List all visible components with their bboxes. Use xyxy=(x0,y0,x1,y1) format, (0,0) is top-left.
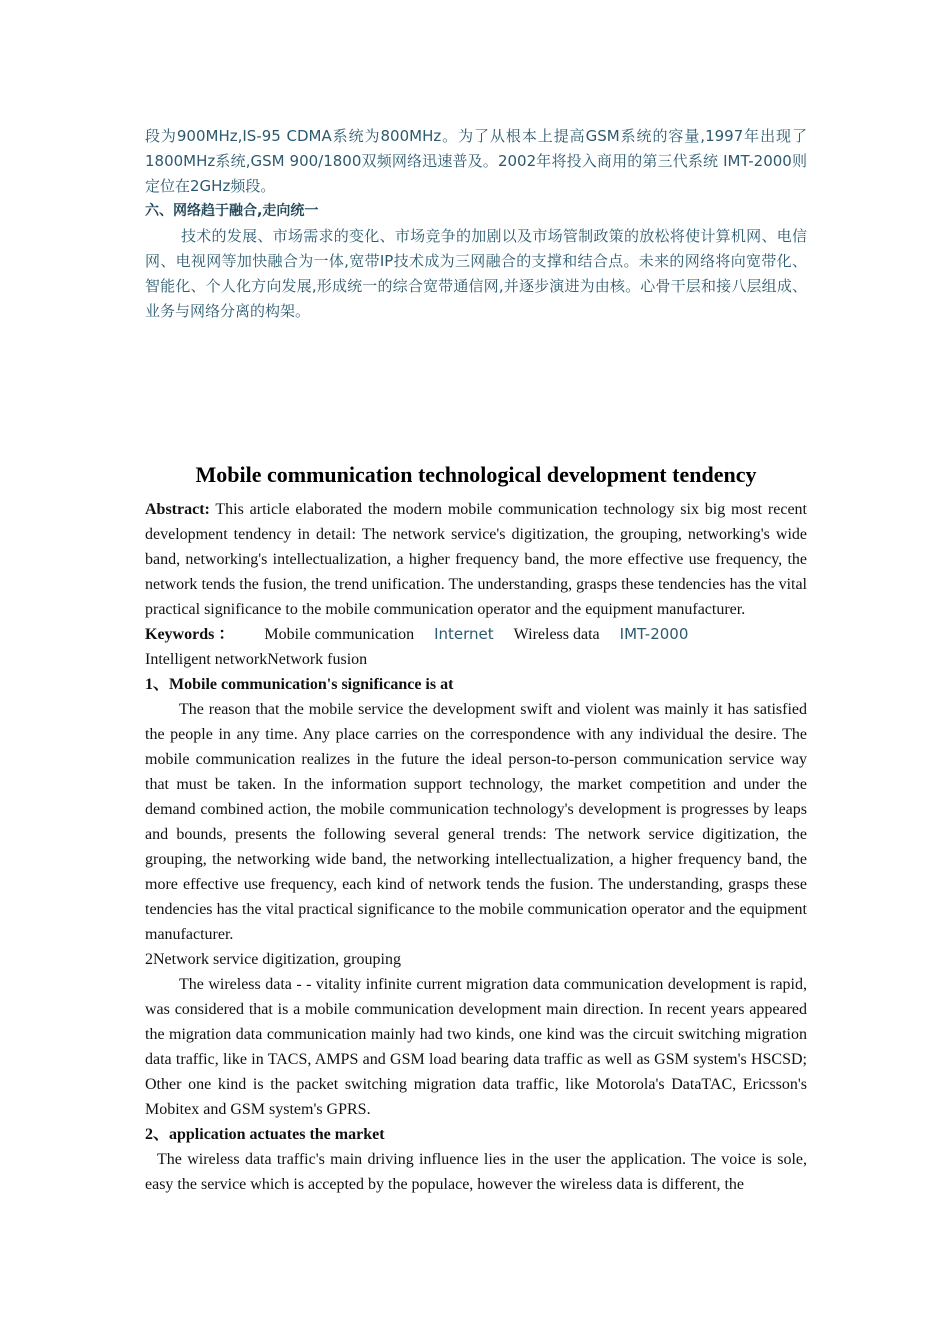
keyword-item: Mobile communication xyxy=(264,626,415,643)
abstract-text: This article elaborated the modern mobile communication technology six big most recent development tendency in detail: The network service's digitization, the grouping, networking's wide band, networking's intellectualization, a higher frequency band, the more effective use frequency, the network tends the fusion, the trend unification. The understanding, grasps these tendencies has the vital practical significance to the mobile communication operator and the equipment manufacturer. xyxy=(145,501,807,618)
keywords-row xyxy=(145,622,807,672)
keyword-item: Internet xyxy=(434,625,494,643)
section-1-text: The reason that the mobile service the development swift and violent was mainly it has satisfied the people in any time. Any place carries on the correspondence with any individual the desire. The mobile communication realizes in the future the ideal person-to-person communication service way that must be taken. In the information support technology, the market competition and under the demand combined action, the mobile communication technology's development is progresses by leaps and bounds, presents the following several general trends: The network service digitization, the grouping, the networking wide band, the networking intellectualization, a higher frequency band, the more effective use frequency, each kind of network tends the fusion. The understanding, grasps these tendencies has the vital practical significance to the mobile communication operator and the equipment manufacturer. xyxy=(145,701,807,943)
chinese-paragraph-2: 技术的发展、市场需求的变化、市场竞争的加剧以及市场管制政策的放松将使计算机网、电信网、电视网等加快融合为一体,宽带IP技术成为三网融合的支撑和结合点。未来的网络将向宽带化、智能化、个人化方向发展,形成统一的综合宽带通信网,并逐步演进为由核。心骨干层和接八层组成、业务与网络分离的构架。 xyxy=(145,227,807,320)
abstract-paragraph xyxy=(145,497,807,622)
keyword-item: IMT-2000 xyxy=(619,625,689,643)
keyword-item: Intelligent network xyxy=(145,651,268,668)
english-body xyxy=(145,497,807,1197)
keyword-item: Network fusion xyxy=(267,651,368,668)
section-3-text: The wireless data traffic's main driving influence lies in the user the application. The voice is sole, easy the service which is accepted by the populace, however the wireless data is different, the xyxy=(145,1151,807,1193)
section-2-heading: 2Network service digitization, grouping xyxy=(145,951,401,968)
chinese-paragraph-1: 段为900MHz,IS-95 CDMA系统为800MHz。为了从根本上提高GSM系统的容量,1997年出现了1800MHz系统,GSM 900/1800双频网络迅速普及。2002年将投入商用的第三代系统 IMT-2000则定位在2GHz频段。 xyxy=(145,127,807,195)
section-3-heading: 2、application actuates the market xyxy=(145,1126,385,1143)
abstract-label: Abstract: xyxy=(145,501,210,518)
article-title: Mobile communication technological development tendency xyxy=(195,462,757,487)
section-1-heading: 1、Mobile communication's significance is at xyxy=(145,676,454,693)
document-page xyxy=(145,124,807,1193)
keyword-item: Wireless data xyxy=(513,626,600,643)
chinese-heading-6: 六、网络趋于融合,走向统一 xyxy=(145,203,319,219)
section-2-text: The wireless data - - vitality infinite current migration data communication development is rapid, was considered that is a mobile communication development main direction. In recent years appeared the migration data communication mainly had two kinds, one kind was the circuit switching migration data traffic, like in TACS, AMPS and GSM load bearing data traffic as well as GSM system's HSCSD; Other one kind is the packet switching migration data traffic, like Motorola's DataTAC, Ericsson's Mobitex and GSM system's GPRS. xyxy=(145,976,807,1118)
keywords-label: Keywords ： xyxy=(145,626,235,643)
